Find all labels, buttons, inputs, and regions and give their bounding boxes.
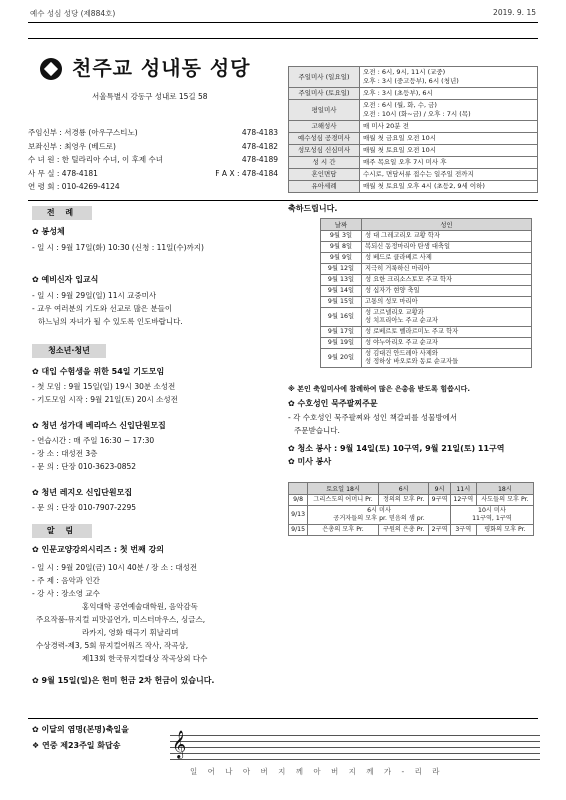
psalm-lyrics: 일 어 나 아 버 지 께 아 버 지 께 가 - 리 라 <box>190 767 444 776</box>
footer-celebration: ✿ 이달의 염명(본명)축일을 <box>32 724 129 735</box>
liturgy-section: ✿ 봉성체 - 일 시 : 9월 17일(화) 10:30 (신청 : 11일(수)까지) ✿ 예비신자 입교식 - 일 시 : 9월 29일(일) 11시 교중미사 - 교우 여러분의 기도와 선교로 많은 분들이 하느님의 자녀가 될 수 있도록 인도바랍니다. <box>32 226 282 328</box>
notice-section: ✿ 인문교양강의시리즈 : 첫 번째 강의 - 일 시 : 9월 20일(금) 10시 40분 / 장 소 : 대성전 - 주 제 : 음악과 인간 - 강 사 : 장소영 교수 홍익대학 공연예술대학원, 음악감독 주요작품-뮤지컬 피맛골연가, 미스터마우스, 싱글스, 라카지, 영화 태극기 휘날리며 수상경력-제3, 5회 뮤지컬어워즈 작사, 작곡상, 제13회 한국뮤지컬대상 작곡상외 다수 ✿ 9월 15일(일)은 헌미 헌금 2차 헌금이 있습니다. <box>32 544 292 686</box>
mass-schedule-table: 주일미사 (일요일) 오전 : 6시, 9시, 11시 (교중) 오후 : 3시 (중고등부), 6시 (청년) 주일미사 (토요일) 오후 : 3시 (초등부), 6시 평일미사 오전 : 6시 (월, 화, 수, 금) 오전 : 10시 (화~금) / 오후 : 7시 (목) 고해성사 매 미사 20분 전 예수성심 공경미사 매월 첫 금요일 오전 10시 성모성심 신심미사 매월 첫 토요일 오전 10시 성 시 간 매주 목요일 오후 7시 미사 후 혼인면담 수시로, 면담서류 접수는 일주일 전까지 유아세례 매월 첫 토요일 오후 4시 (초등2, 9세 이하) <box>288 66 538 193</box>
feast-table: 날짜 성인 9월 3일 성 대 그레고리오 교황 학자 9월 8일 복되신 동정마리아 탄생 대축일 9월 9일 성 베드로 클라베르 사제 9월 12일 지극히 거룩하신 마리아 9월 13일 성 요한 크리소스토모 주교 학자 9월 14일 성 십자가 현양 축일 9월 15일 고통의 성모 마리아 9월 16일 성 고르넬리오 교황과 성 치프리아노 주교 순교자 9월 17일 성 로베르토 벨라르미노 주교 학자 9월 19일 성 야누아리오 주교 순교자 9월 20일 성 김대건 안드레아 사제와 성 정하상 바오로와 동료 순교자들 <box>320 218 532 368</box>
youth-section: ✿ 대입 수험생을 위한 54일 기도모임 - 첫 모임 : 9월 15일(일) 19시 30분 소성전 - 기도모임 시작 : 9월 21일(토) 20시 소성전 ✿ 청년 성가대 베리따스 신입단원모집 - 연습시간 : 매 주일 16:30 ~ 17:30 - 장 소 : 대성전 3층 - 문 의 : 단장 010-3623-0852 ✿ 청년 레지오 신입단원모집 - 문 의 : 단장 010-7907-2295 <box>32 366 282 514</box>
contact-row: 주임신부 : 서경룡 (아우구스티노) 478-4183 <box>28 128 278 137</box>
feast-title: 축하드립니다. <box>288 204 338 213</box>
contact-info <box>28 126 278 194</box>
sparkle-icon: ❖ <box>32 741 42 750</box>
church-logo-icon <box>40 58 62 80</box>
treble-clef-icon: 𝄞 <box>172 730 187 758</box>
top-rule-2 <box>28 38 538 39</box>
bulletin-date: 2019. 9. 15 <box>493 8 536 17</box>
footer-rule <box>28 718 538 719</box>
contact-row: 사 무 실 : 478-4181 F A X : 478-4184 <box>28 168 278 178</box>
page-title: 천주교 성내동 성당 <box>72 56 251 80</box>
contact-row: 연 령 회 : 010-4269-4124 <box>28 182 120 191</box>
section-notice: 알 림 <box>32 524 92 538</box>
section-liturgy: 전 례 <box>32 206 92 220</box>
contact-row: 수 녀 원 : 한 틸라리아 수녀, 이 후제 수녀 478-4189 <box>28 155 278 164</box>
bulletin-issue: 예수 성심 성당 (제884호) <box>30 9 116 18</box>
music-staff <box>170 735 540 759</box>
section-youth: 청소년·청년 <box>32 344 106 358</box>
footer-psalm: ❖ 연중 제23주일 화답송 <box>32 741 121 750</box>
contact-row: 보좌신부 : 최영우 (베드로) 478-4182 <box>28 141 278 151</box>
feast-notes: ※ 본인 축일미사에 참례하여 많은 은총을 받도록 힘씁시다. ✿ 수호성인 묵주팔찌주문 - 각 수호성인 묵주팔찌와 성인 책갈피를 성물방에서 주문받습니다. ✿ 청소 봉사 : 9월 14일(토) 10구역, 9월 21일(토) 11구역 ✿ 미사 봉사 <box>288 383 538 467</box>
top-rule <box>28 22 538 23</box>
section-rule <box>28 200 538 201</box>
church-address: 서울특별시 강동구 성내로 15길 58 <box>92 92 208 101</box>
mass-service-table: 토요일 18시 6시 9시 11시 18시 9/8 그리스도의 어머니 Pr. 정의의 모후 Pr. 9구역 12구역 사도들의 모후 Pr. 9/13 6시 미사 공거자들의 모후 pr. 믿음의 샘 pr. 10시 미사 11구역, 1구역 9/15 은총의 모후 Pr. 구원의 은총 Pr. 2구역 3구역 평화의 모후 Pr. <box>288 482 534 536</box>
